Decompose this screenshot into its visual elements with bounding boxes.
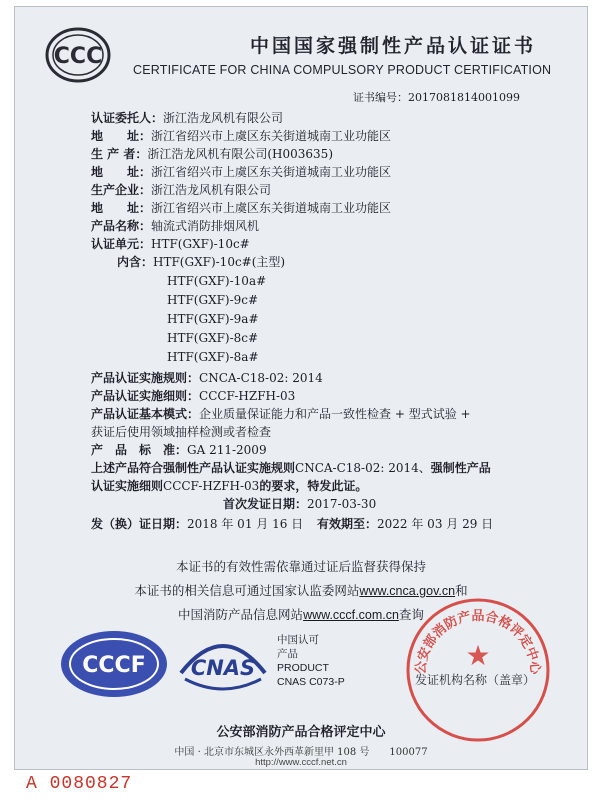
serial-number: A 0080827 bbox=[26, 774, 133, 794]
unit-value: HTF(GXF)-10c# bbox=[151, 237, 250, 251]
accreditation-line: PRODUCT bbox=[277, 662, 329, 674]
standard-label: 产 品 标 准： bbox=[91, 443, 188, 457]
mode-label: 产品认证基本模式： bbox=[91, 407, 200, 421]
rule-row bbox=[91, 371, 323, 385]
factory-row bbox=[91, 183, 271, 197]
standard-value: GA 211-2009 bbox=[187, 443, 267, 457]
factory-address-row bbox=[91, 201, 391, 215]
maker-address-label: 地 址： bbox=[91, 165, 152, 179]
notice-text: 查询 bbox=[398, 607, 424, 622]
certificate-number bbox=[353, 89, 520, 105]
detail-rule-label: 产品认证实施细则： bbox=[91, 389, 200, 403]
factory-address-label: 地 址： bbox=[91, 201, 152, 215]
reissue-row bbox=[91, 517, 493, 531]
product-row bbox=[91, 219, 259, 233]
detail-rule-row bbox=[91, 389, 295, 403]
first-issue-label: 首次发证日期： bbox=[223, 497, 308, 511]
model-item: HTF(GXF)-8c# bbox=[167, 331, 259, 345]
model-item: HTF(GXF)-9a# bbox=[167, 312, 259, 326]
maker-row bbox=[91, 147, 333, 161]
first-issue-row bbox=[223, 497, 376, 511]
organization-address: 中国 · 北京市东城区永外西革新里甲 108 号 100077 bbox=[174, 747, 428, 758]
accreditation-text bbox=[277, 633, 367, 689]
conformity-text: 的要求，特发此证。 bbox=[259, 479, 368, 493]
cert-no-label: 证书编号： bbox=[353, 91, 408, 104]
title-english: CERTIFICATE FOR CHINA COMPULSORY PRODUCT CERTIFICATION bbox=[133, 63, 552, 77]
product-label: 产品名称： bbox=[91, 219, 152, 233]
factory-address-value: 浙江省绍兴市上虞区东关街道城南工业功能区 bbox=[151, 201, 392, 215]
contains-row bbox=[117, 255, 285, 269]
certificate-sheet bbox=[14, 6, 588, 770]
client-label: 认证委托人： bbox=[91, 111, 164, 125]
model-item: HTF(GXF)-9c# bbox=[167, 293, 259, 307]
svg-text:★: ★ bbox=[465, 639, 491, 672]
conformity-text: 强制性产品 bbox=[430, 461, 491, 475]
notice-text: 和 bbox=[455, 583, 468, 598]
product-value: 轴流式消防排烟风机 bbox=[151, 219, 260, 233]
accreditation-line: 中国认可 bbox=[277, 634, 319, 646]
client-row bbox=[91, 111, 283, 125]
maker-value: 浙江浩龙风机有限公司(H003635) bbox=[147, 147, 333, 161]
model-item: HTF(GXF)-10a# bbox=[167, 274, 267, 288]
conformity-line-2 bbox=[91, 479, 367, 493]
ccc-logo-icon bbox=[45, 27, 111, 83]
notice-text: 本证书的相关信息可通过国家认监委网站 bbox=[134, 583, 360, 598]
client-address-value: 浙江省绍兴市上虞区东关街道城南工业功能区 bbox=[151, 129, 392, 143]
mode-value-2: 获证后使用领域抽样检测或者检查 bbox=[91, 425, 272, 439]
seal-text: 公安部消防产品合格评定中心 bbox=[413, 609, 543, 675]
rule-value: CNCA-C18-02: 2014 bbox=[199, 371, 323, 385]
cccf-website-link[interactable]: www.cccf.com.cn bbox=[303, 608, 399, 622]
valid-label: 有效期至： bbox=[317, 517, 378, 531]
organization-website[interactable]: http://www.cccf.net.cn bbox=[255, 757, 347, 768]
factory-label: 生产企业： bbox=[91, 183, 152, 197]
conformity-rule: CCCF-HZFH-03 bbox=[163, 479, 260, 493]
unit-label: 认证单元： bbox=[91, 237, 152, 251]
client-address-row bbox=[91, 129, 391, 143]
cnas-logo-icon bbox=[173, 625, 273, 701]
conformity-text: 认证实施细则 bbox=[91, 479, 164, 493]
client-value: 浙江浩龙风机有限公司 bbox=[163, 111, 284, 125]
reissue-value: 2018 年 01 月 16 日 bbox=[187, 517, 304, 531]
standard-row bbox=[91, 443, 267, 457]
mode-row bbox=[91, 407, 471, 421]
detail-rule-value: CCCF-HZFH-03 bbox=[199, 389, 296, 403]
first-issue-value: 2017-03-30 bbox=[307, 497, 377, 511]
conformity-text: 上述产品符合强制性产品认证实施规则 bbox=[91, 461, 296, 475]
notice-line-1: 本证书的有效性需依靠通过证后监督获得保持 bbox=[175, 559, 426, 574]
cccf-logo-text: CCCF bbox=[82, 653, 146, 678]
issuing-organization: 公安部消防产品合格评定中心 bbox=[216, 725, 386, 740]
reissue-label: 发（换）证日期： bbox=[91, 517, 188, 531]
accreditation-line: CNAS C073-P bbox=[277, 676, 345, 688]
model-item: HTF(GXF)-8a# bbox=[167, 350, 259, 364]
maker-label: 生 产 者： bbox=[91, 147, 148, 161]
title-chinese: 中国国家强制性产品认证证书 bbox=[250, 35, 537, 57]
conformity-rule: CNCA-C18-02: 2014、 bbox=[295, 461, 431, 475]
maker-address-row bbox=[91, 165, 391, 179]
ccc-logo-text: CCC bbox=[53, 44, 103, 69]
valid-value: 2022 年 03 月 29 日 bbox=[377, 517, 494, 531]
contains-label: 内含： bbox=[117, 255, 154, 269]
mode-value-1: 企业质量保证能力和产品一致性检查 + 型式试验 + bbox=[199, 407, 471, 421]
conformity-line-1 bbox=[91, 461, 491, 475]
maker-address-value: 浙江省绍兴市上虞区东关街道城南工业功能区 bbox=[151, 165, 392, 179]
model-item: HTF(GXF)-10c#(主型) bbox=[153, 255, 286, 269]
issuer-caption: 发证机构名称（盖章） bbox=[415, 673, 536, 687]
unit-row bbox=[91, 237, 250, 251]
factory-value: 浙江浩龙风机有限公司 bbox=[151, 183, 272, 197]
client-address-label: 地 址： bbox=[91, 129, 152, 143]
cccf-logo-icon bbox=[59, 629, 169, 699]
accreditation-line: 产品 bbox=[277, 648, 298, 660]
cnca-website-link[interactable]: www.cnca.gov.cn bbox=[359, 584, 456, 598]
cert-no-value: 2017081814001099 bbox=[408, 91, 520, 104]
rule-label: 产品认证实施规则： bbox=[91, 371, 200, 385]
cnas-logo-text: CNAS bbox=[190, 656, 256, 680]
notice-text: 中国消防产品信息网站 bbox=[178, 607, 304, 622]
